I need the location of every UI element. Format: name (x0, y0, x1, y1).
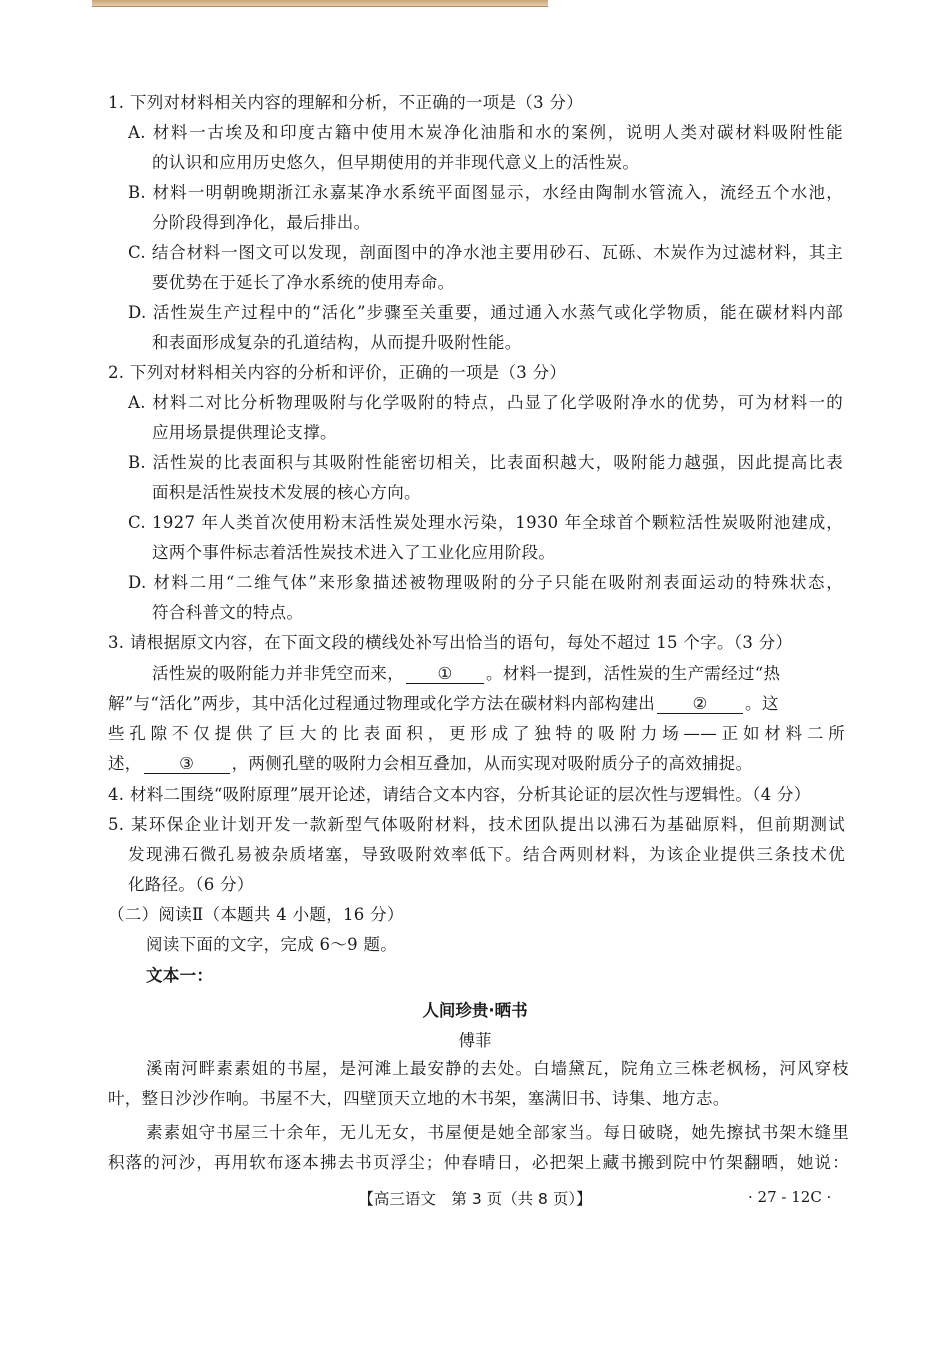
q2-option-d-line2: 符合科普文的特点。 (152, 603, 304, 622)
q2-option-b-line1: B. 活性炭的比表面积与其吸附性能密切相关，比表面积越大，吸附能力越强，因此提高比表 (128, 453, 843, 472)
q2-option-c-line2: 这两个事件标志着活性炭技术进入了工业化应用阶段。 (152, 543, 556, 562)
q2-stem: 2. 下列对材料相关内容的分析和评价，正确的一项是（3 分） (108, 363, 567, 382)
q3-passage-line2 (108, 693, 779, 715)
q1-option-c-line1: C. 结合材料一图文可以发现，剖面图中的净水池主要用砂石、瓦砾、木炭作为过滤材料，其主 (128, 243, 843, 262)
q5-line1: 5. 某环保企业计划开发一款新型气体吸附材料，技术团队提出以沸石为基础原料，但前期测试 (108, 815, 845, 834)
article-para1-line1: 溪南河畔素素姐的书屋，是河滩上最安静的去处。白墙黛瓦，院角立三株老枫杨，河风穿枝 (146, 1059, 849, 1078)
blank-1[interactable]: ① (406, 665, 484, 684)
q1-option-a-line2: 的认识和应用历史悠久，但早期使用的并非现代意义上的活性炭。 (152, 153, 640, 172)
q1-option-b-line2: 分阶段得到净化，最后排出。 (152, 213, 371, 232)
q1-option-b-line1: B. 材料一明朝晚期浙江永嘉某净水系统平面图显示，水经由陶制水管流入，流经五个水池， (128, 183, 843, 202)
q3-text: 。这 (745, 694, 779, 713)
text-one-label: 文本一： (146, 966, 214, 985)
q1-option-c-line2: 要优势在于延长了净水系统的使用寿命。 (152, 273, 455, 292)
q2-option-d-line1: D. 材料二用“二维气体”来形象描述被物理吸附的分子只能在吸附剂表面运动的特殊状态， (128, 573, 843, 592)
q1-option-a-line1: A. 材料一古埃及和印度古籍中使用木炭净化油脂和水的案例，说明人类对碳材料吸附性能 (128, 123, 843, 142)
article-title: 人间珍贵·晒书 (422, 1001, 528, 1020)
q3-passage-line4 (108, 753, 752, 775)
q1-option-d-line1: D. 活性炭生产过程中的“活化”步骤至关重要，通过通入水蒸气或化学物质，能在碳材料内部 (128, 303, 843, 322)
q3-passage-line1 (152, 663, 780, 685)
article-author: 傅菲 (458, 1031, 492, 1050)
q2-option-b-line2: 面积是活性炭技术发展的核心方向。 (152, 483, 421, 502)
article-para2-line2: 积落的河沙，再用软布逐本拂去书页浮尘；仲春晴日，必把架上藏书搬到院中竹架翻晒，她说： (108, 1153, 849, 1172)
q3-text: 活性炭的吸附能力并非凭空而来， (152, 664, 404, 683)
blank-2[interactable]: ② (657, 695, 743, 714)
section-instruction: 阅读下面的文字，完成 6～9 题。 (146, 935, 398, 954)
q1-option-d-line2: 和表面形成复杂的孔道结构，从而提升吸附性能。 (152, 333, 522, 352)
q5-line3: 化路径。（6 分） (128, 875, 254, 894)
article-para1-line2: 叶，整日沙沙作响。书屋不大，四壁顶天立地的木书架，塞满旧书、诗集、地方志。 (108, 1089, 730, 1108)
q2-option-c-line1: C. 1927 年人类首次使用粉末活性炭处理水污染，1930 年全球首个颗粒活性炭吸附池建成， (128, 513, 843, 532)
q3-text: 解”与“活化”两步，其中活化过程通过物理或化学方法在碳材料内部构建出 (108, 694, 656, 713)
q3-passage-line3: 些孔隙不仅提供了巨大的比表面积，更形成了独特的吸附力场——正如材料二所 (108, 724, 845, 743)
q2-option-a-line1: A. 材料二对比分析物理吸附与化学吸附的特点，凸显了化学吸附净水的优势，可为材料一的 (128, 393, 843, 412)
page-footer: 【高三语文 第 3 页（共 8 页）】 (358, 1190, 592, 1208)
q4-stem: 4. 材料二围绕“吸附原理”展开论述，请结合文本内容，分析其论证的层次性与逻辑性。（4 分） (108, 785, 811, 804)
q3-text: ，两侧孔壁的吸附力会相互叠加，从而实现对吸附质分子的高效捕捉。 (231, 754, 753, 773)
q1-stem: 1. 下列对材料相关内容的理解和分析，不正确的一项是（3 分） (108, 93, 584, 112)
q3-stem: 3. 请根据原文内容，在下面文段的横线处补写出恰当的语句，每处不超过 15 个字。（3 分） (108, 633, 793, 652)
q2-option-a-line2: 应用场景提供理论支撑。 (152, 423, 337, 442)
blank-3[interactable]: ③ (144, 755, 230, 774)
q5-line2: 发现沸石微孔易被杂质堵塞，导致吸附效率低下。结合两则材料，为该企业提供三条技术优 (128, 845, 845, 864)
q3-text: 述， (108, 754, 142, 773)
paper-code: · 27 - 12C · (748, 1188, 832, 1206)
article-para2-line1: 素素姐守书屋三十余年，无儿无女，书屋便是她全部家当。每日破晓，她先擦拭书架木缝里 (146, 1123, 849, 1142)
section-heading: （二）阅读Ⅱ（本题共 4 小题，16 分） (108, 905, 404, 924)
q3-text: 。材料一提到，活性炭的生产需经过“热 (486, 664, 781, 683)
